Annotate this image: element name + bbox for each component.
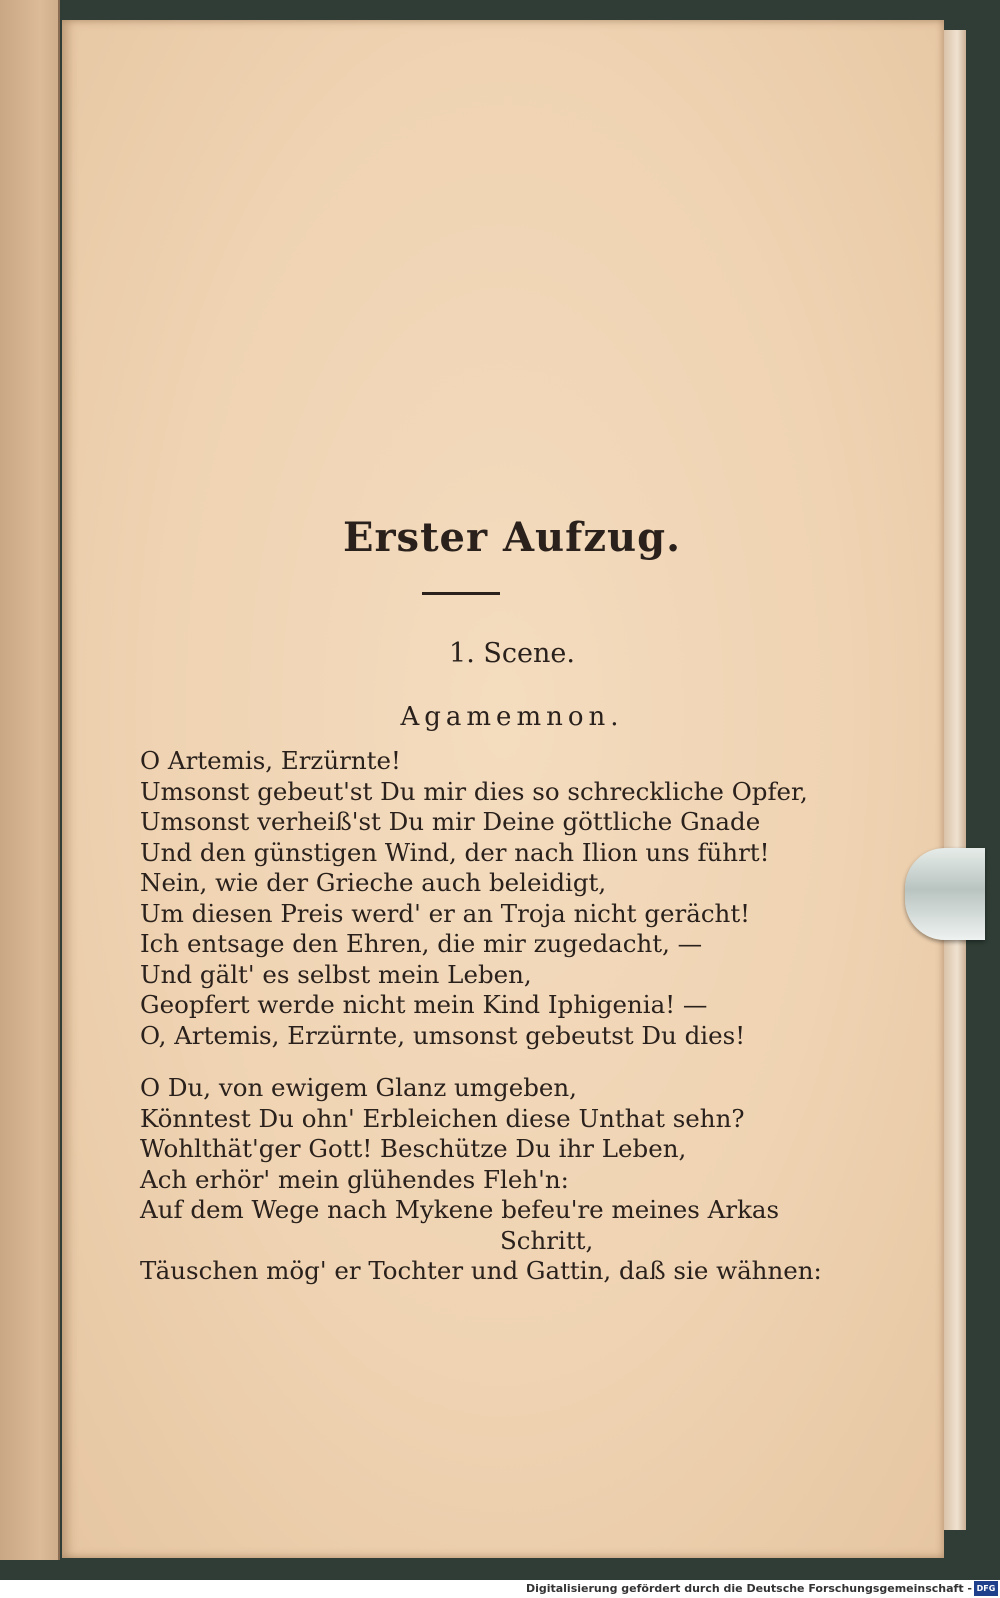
verse-line: O, Artemis, Erzürnte, umsonst gebeutst Du dies! (140, 1020, 746, 1050)
verse-line: Um diesen Preis werd' er an Troja nicht gerächt! (140, 898, 751, 928)
verse-line: O Artemis, Erzürnte! (140, 746, 401, 775)
verse-line: Umsonst gebeut'st Du mir dies so schreckliche Opfer, (140, 776, 808, 806)
verse-line-continuation: Schritt, (500, 1225, 594, 1255)
dfg-logo: DFG (974, 1581, 998, 1596)
scene-title: 1. Scene. (449, 638, 575, 669)
speaker-name: Agamemnon. (400, 702, 624, 732)
verse-line: Ich entsage den Ehren, die mir zugedacht, — (140, 929, 703, 958)
stanza-gap (140, 1051, 840, 1073)
verse-line: Könntest Du ohn' Erbleichen diese Unthat sehn? (140, 1103, 745, 1133)
funding-credit: Digitalisierung gefördert durch die Deutsche Forschungsgemeinschaft - (525, 1582, 972, 1595)
verse-line: Täuschen mög' er Tochter und Gattin, daß sie wähnen: (140, 1256, 822, 1285)
verse-line: Und gält' es selbst mein Leben, (140, 959, 532, 989)
verse-line: Auf dem Wege nach Mykene befeu're meines Arkas (140, 1195, 780, 1224)
verse-line: Umsonst verheiß'st Du mir Deine göttliche Gnade (140, 807, 761, 836)
book-page (62, 20, 944, 1558)
title-divider (422, 592, 500, 595)
page-content (62, 20, 944, 1558)
previous-page-edge (0, 0, 60, 1560)
page-fore-edge (944, 30, 966, 1530)
page-clip (905, 848, 985, 940)
verse-line: Und den günstigen Wind, der nach Ilion uns führt! (140, 837, 770, 867)
verse-line: Geopfert werde nicht mein Kind Iphigenia! — (140, 990, 708, 1019)
verse-line: Nein, wie der Grieche auch beleidigt, (140, 868, 607, 897)
verse-block (140, 746, 840, 1287)
act-title: Erster Aufzug. (342, 514, 682, 561)
verse-line: Ach erhör' mein glühendes Fleh'n: (140, 1164, 569, 1194)
verse-line: Wohlthät'ger Gott! Beschütze Du ihr Leben, (140, 1134, 687, 1163)
verse-line: O Du, von ewigem Glanz umgeben, (140, 1073, 577, 1102)
